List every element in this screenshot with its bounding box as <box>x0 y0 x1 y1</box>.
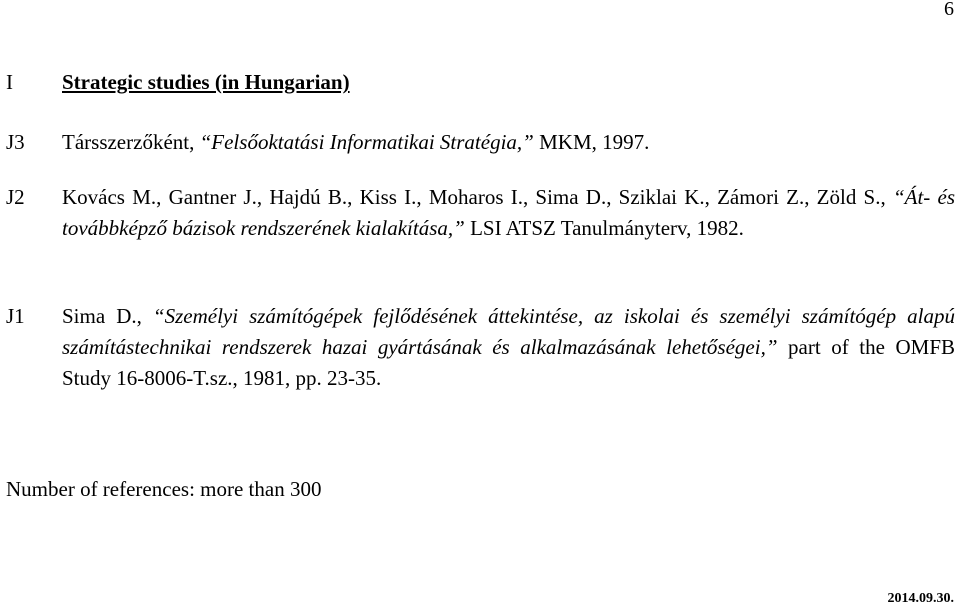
entry-id: J3 <box>6 130 25 154</box>
footer-date: 2014.09.30. <box>887 591 954 606</box>
section-marker: I <box>6 70 13 94</box>
entry-title: “Személyi számítógépek fejlődésének áttekintése, az iskolai és személyi számítógép alapú számítástechnikai rendszerek hazai gyártásának és alkalmazásának lehetőségei,” <box>62 304 955 359</box>
entry-authors: Sima D., <box>62 304 153 328</box>
entry-text <box>62 301 955 394</box>
entry-text <box>62 182 955 244</box>
entry-authors: Társszerzőként, <box>62 130 200 154</box>
entry-source: MKM, 1997. <box>533 130 650 154</box>
entry-text <box>62 127 955 158</box>
reference-count: Number of references: more than 300 <box>6 477 322 501</box>
entry-source: part of the OMFB Study 16-8006-T.sz., 1981, pp. 23-35. <box>62 335 955 390</box>
entry-source: LSI ATSZ Tanulmányterv, 1982. <box>464 216 744 240</box>
page-number: 6 <box>944 0 954 20</box>
entry-id: J1 <box>6 304 25 328</box>
entry-title: “Felsőoktatási Informatikai Stratégia,” <box>199 130 534 154</box>
entry-id: J2 <box>6 185 25 209</box>
section-title: Strategic studies (in Hungarian) <box>62 70 350 94</box>
entry-authors: Kovács M., Gantner J., Hajdú B., Kiss I., Moharos I., Sima D., Sziklai K., Zámori Z., Zöld S., <box>62 185 893 209</box>
entry-title: “Át- és továbbképző bázisok rendszerének kialakítása,” <box>62 185 955 240</box>
